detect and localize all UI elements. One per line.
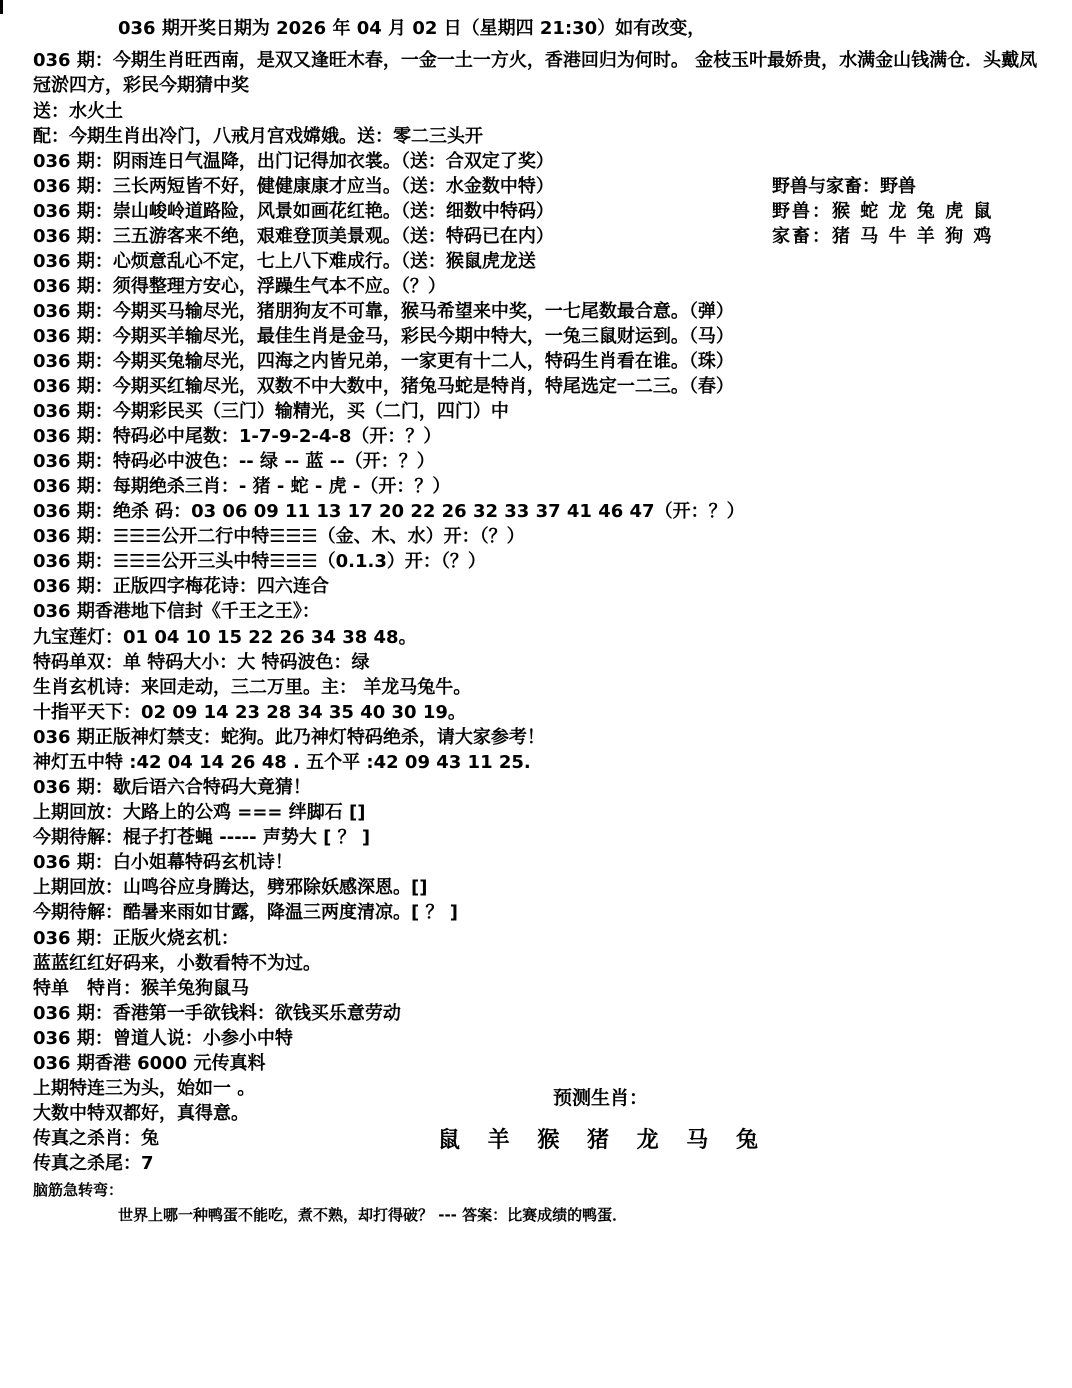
beast-category-title: 野兽与家畜：野兽: [772, 176, 916, 197]
text-line: 大数中特双都好，真得意。: [33, 1103, 249, 1124]
text-line: 神灯五中特 :42 04 14 26 48 . 五个平 :42 09 43 11 25.: [33, 752, 531, 773]
text-line: 036 期正版神灯禁支：蛇狗。此乃神灯特码绝杀，请大家参考！: [33, 727, 545, 748]
text-line: 036 期：特码必中尾数：1-7-9-2-4-8（开：？）: [33, 426, 442, 447]
text-line: 特单 特肖：猴羊兔狗鼠马: [33, 978, 249, 999]
text-line: 036 期：歇后语六合特码大竟猜！: [33, 777, 311, 798]
text-line: 配：今期生肖出冷门，八戒月宫戏嫦娥。送：零二三头开: [33, 126, 483, 147]
text-line: 九宝莲灯：01 04 10 15 22 26 34 38 48。: [33, 627, 417, 648]
text-line: 036 期：今期买羊输尽光，最佳生肖是金马，彩民今期中特大，一兔三鼠财运到。（马）: [33, 326, 734, 347]
text-line: 036 期香港地下信封《千王之王》：: [33, 601, 320, 622]
wild-animals: 野兽：猴 蛇 龙 兔 虎 鼠: [772, 201, 994, 222]
text-line: 上期回放：山鸣谷应身腾达，劈邪除妖感深恩。[]: [33, 877, 428, 898]
text-line: 036 期：今期彩民买（三门）输精光，买（二门，四门）中: [33, 401, 509, 422]
text-line: 036 期：须得整理方安心，浮躁生气本不应。（？）: [33, 276, 446, 297]
text-line: 036 期：白小姐幕特码玄机诗！: [33, 852, 293, 873]
text-line: 036 期：三长两短皆不好，健健康康才应当。（送：水金数中特）: [33, 176, 554, 197]
text-line: 十指平天下：02 09 14 23 28 34 35 40 30 19。: [33, 702, 466, 723]
text-line: 今期待解：酷暑来雨如甘露，降温三两度清凉。[ ？ ]: [33, 902, 458, 923]
riddle-label: 脑筋急转弯：: [33, 1181, 124, 1199]
text-line: 036 期：三五游客来不绝，艰难登顶美景观。（送：特码已在内）: [33, 226, 554, 247]
edge-mark: [0, 0, 3, 14]
draw-date-header: 036 期开奖日期为 2026 年 04 月 02 日（星期四 21:30）如有改变，: [118, 18, 706, 39]
text-line: 上期回放：大路上的公鸡 === 绊脚石 []: [33, 802, 366, 823]
text-line: 036 期：绝杀 码：03 06 09 11 13 17 20 22 26 32 33 37 41 46 47（开：？）: [33, 501, 745, 522]
text-line: 036 期：正版四字梅花诗：四六连合: [33, 576, 329, 597]
text-line: 036 期：曾道人说：小参小中特: [33, 1028, 293, 1049]
text-line: 今期待解：棍子打苍蝇 ----- 声势大 [ ？ ]: [33, 827, 371, 848]
domestic-animals: 家畜：猪 马 牛 羊 狗 鸡: [772, 226, 994, 247]
text-line: 036 期香港 6000 元传真料: [33, 1053, 266, 1074]
text-line: 蓝蓝红红好码来，小数看特不为过。: [33, 953, 321, 974]
text-line: 036 期：今期买兔输尽光，四海之内皆兄弟，一家更有十二人，特码生肖看在谁。（珠）: [33, 351, 734, 372]
text-line: 传真之杀肖：兔: [33, 1128, 159, 1149]
text-line: 生肖玄机诗：来回走动，三二万里。主： 羊龙马兔牛。: [33, 677, 472, 698]
text-line: 036 期：阴雨连日气温降，出门记得加衣裳。（送：合双定了奖）: [33, 151, 554, 172]
text-line: 036 期：今期买马输尽光，猪朋狗友不可靠，猴马希望来中奖，一七尾数最合意。（弹）: [33, 301, 734, 322]
text-line: 036 期：正版火烧玄机：: [33, 928, 239, 949]
prediction-title: 预测生肖：: [553, 1087, 649, 1109]
text-line: 036 期：今期买红输尽光，双数不中大数中，猪兔马蛇是特肖，特尾选定一二三。（春）: [33, 376, 734, 397]
text-line: 特码单双：单 特码大小：大 特码波色：绿: [33, 652, 370, 673]
text-line: 上期特连三为头，始如一 。: [33, 1078, 256, 1099]
text-line: 036 期：☰☰☰公开二行中特☰☰☰（金、木、水）开：（？）: [33, 526, 525, 547]
text-line: 送：水火土: [33, 101, 123, 122]
text-line: 传真之杀尾：7: [33, 1153, 154, 1174]
text-line: 036 期：今期生肖旺西南，是双又逢旺木春，一金一土一方火，香港回归为何时。 金枝玉叶最娇贵，水满金山钱满仓．头戴凤冠淤四方，彩民今期猜中奖: [33, 50, 1038, 96]
riddle-text: 世界上哪一种鸭蛋不能吃，煮不熟，却打得破？ --- 答案：比赛成绩的鸭蛋．: [118, 1206, 628, 1224]
text-line: 036 期：每期绝杀三肖：- 猪 - 蛇 - 虎 -（开：？）: [33, 476, 451, 497]
prediction-animals: 鼠 羊 猴 猪 龙 马 兔: [438, 1127, 768, 1153]
text-line: 036 期：☰☰☰公开三头中特☰☰☰（0.1.3）开：（？）: [33, 551, 486, 572]
text-line: 036 期：特码必中波色：-- 绿 -- 蓝 --（开：？）: [33, 451, 435, 472]
text-line: 036 期：崇山峻岭道路险，风景如画花红艳。（送：细数中特码）: [33, 201, 554, 222]
text-line: 036 期：香港第一手欲钱料：欲钱买乐意劳动: [33, 1003, 401, 1024]
text-line: 036 期：心烦意乱心不定，七上八下难成行。（送：猴鼠虎龙送: [33, 251, 536, 272]
